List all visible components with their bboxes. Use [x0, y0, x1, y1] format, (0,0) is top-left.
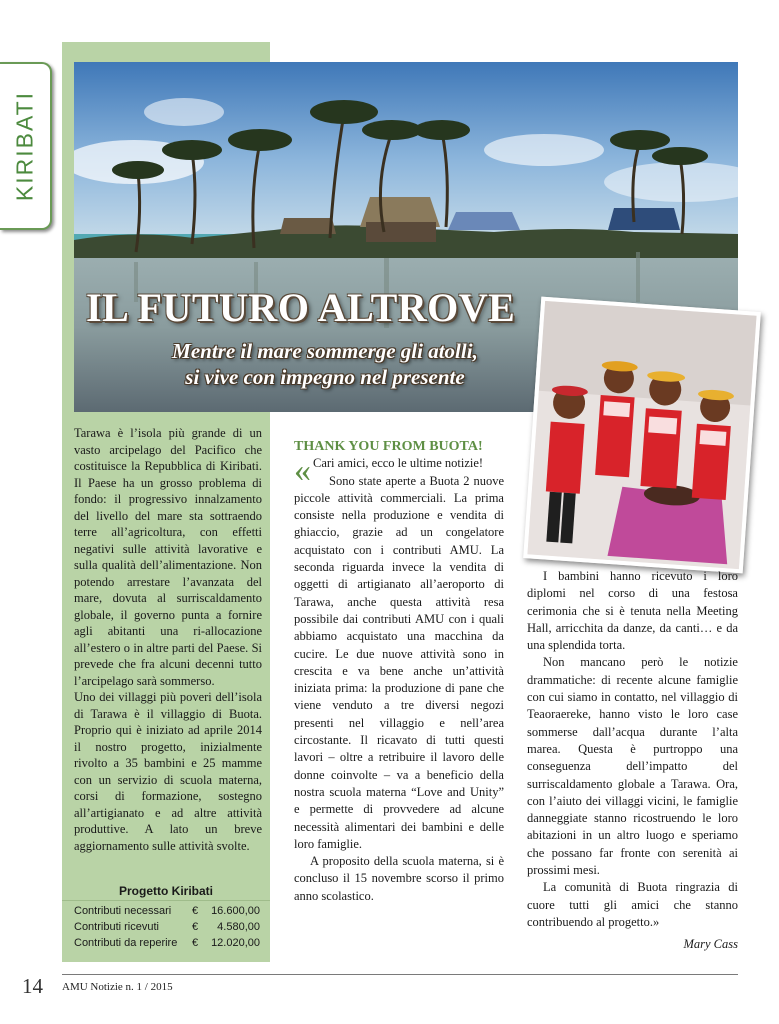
article-column-2 [294, 438, 504, 905]
funding-amount: 12.020,00 [211, 937, 260, 949]
greeting-text: Cari amici, ecco le ultime notizie! [313, 456, 484, 471]
green-header-strip [62, 42, 270, 62]
box-divider [62, 900, 270, 901]
funding-amount: 16.600,00 [211, 905, 260, 917]
diplomas-paragraph: I bambini hanno ricevuto i loro diplomi nel corso di una festosa cerimonia che si è tenuta nella Meeting Hall, arricchita da danze, da canti… e da una splendida torta. [527, 569, 738, 653]
letter-heading: THANK YOU FROM BUOTA! [294, 439, 483, 454]
publication-label: AMU Notizie n. 1 / 2015 [62, 981, 173, 993]
currency-symbol: € [192, 937, 199, 949]
article-subtitle [130, 338, 520, 390]
funding-label: Contributi da reperire [74, 937, 178, 949]
author-signature: Mary Cass [683, 937, 738, 952]
article-column-1 [74, 425, 262, 854]
buota-paragraph: Uno dei villaggi più poveri dell’isola di Tarawa è il villaggio di Buota. Proprio qui è iniziato ad aprile 2014 il nostro progetto, inizialmente rivolto a 35 bambini e 25 mamme con un servizio di scuola materna, corsi di formazione, sostegno all’artigianato e ad altre attività produttive. A lato un breve aggiornamento sulle attività svolte. [74, 690, 262, 853]
article-column-3 [527, 568, 738, 954]
currency-symbol: € [192, 905, 199, 917]
thanks-paragraph: La comunità di Buota ringrazia di cuore tutti gli amici che stanno contribuendo al progetto.» [527, 880, 738, 929]
section-side-tab [0, 62, 52, 230]
funding-amount: 4.580,00 [217, 921, 260, 933]
school-paragraph: A proposito della scuola materna, si è concluso il 15 novembre scorso il primo anno scolastico. [294, 854, 504, 903]
funding-label: Contributi necessari [74, 905, 172, 917]
section-tab-label: KIRIBATI [11, 90, 38, 202]
article-title: IL FUTURO ALTROVE [86, 285, 516, 330]
funding-row [62, 935, 270, 951]
children-illustration [527, 301, 756, 569]
intro-paragraph: Tarawa è l’isola più grande di un vasto arcipelago del Pacifico che costituisce la Repubblica di Kiribati. Il Paese ha un grosso problema di fondo: il progressivo innalzamento del livello del mare sta sottraendo terre all’agricoltura, con effetti negativi sulle attività lavorative e sulla qualità dell’alimentazione. Non potendo arrestare l’avanzata del mare, dovuta al surriscaldamento globale, il governo punta a fornire agli abitanti una ri-allocazione all’estero o in altre parti del Paese. Si prevede che fra alcuni decenni tutto l’arcipelago sarà sommerso. [74, 426, 262, 688]
activities-paragraph: Sono state aperte a Buota 2 nuove piccole attività commerciali. La prima consiste nella produzione e vendita di ghiaccio, grazie ad un congelatore acquistato con i contributi AMU. La seconda riguarda invece la vendita di oggetti di artigianato all’aeroporto di Tarawa, anche questa attività resa possibile dai contributi AMU con i quali abbiamo acquistato una macchina da cucire. Le due nuove attività sono in crescita e va bene anche un’attività iniziata prima: la produzione di pane che viene venduto a tre diversi negozi presenti nel villaggio e nell’area circostante. Il ricavato di tutti questi lavori – oltre a retribuire il lavoro delle donne coinvolte – va a beneficio della nostra scuola materna “Love and Unity” e permette di provvedere ad alcune necessità alimentari dei bambini e delle loro famiglie. [294, 473, 504, 851]
dramatic-news-paragraph: Non mancano però le notizie drammatiche: di recente alcune famiglie con cui siamo in contatto, nel villaggio di Teaoraereke, hanno visto le loro case sommerse dall’acqua durante l’alta marea. Questa è purtroppo una conseguenza dell’impatto del surriscaldamento globale a Tarawa. Ora, con l’aiuto dei villaggi vicini, le famiglie danneggiate stanno ricostruendo le loro abitazioni in un altro luogo e speriamo che possano far fronte con serenità ai prossimi mesi. [527, 655, 738, 878]
page-number: 14 [22, 974, 43, 998]
funding-row [62, 903, 270, 919]
footer-divider [62, 974, 738, 975]
project-funding-box [62, 878, 270, 962]
project-box-title: Progetto Kiribati [118, 884, 213, 898]
subtitle-line-1: Mentre il mare sommerge gli atolli, [172, 339, 478, 363]
currency-symbol: € [192, 921, 199, 933]
children-ceremony-photo [523, 297, 761, 574]
letter-greeting [294, 452, 504, 490]
funding-label: Contributi ricevuti [74, 921, 159, 933]
subtitle-line-2: si vive con impegno nel presente [185, 365, 465, 389]
funding-row [62, 919, 270, 935]
opening-quote-mark: « [294, 452, 311, 490]
